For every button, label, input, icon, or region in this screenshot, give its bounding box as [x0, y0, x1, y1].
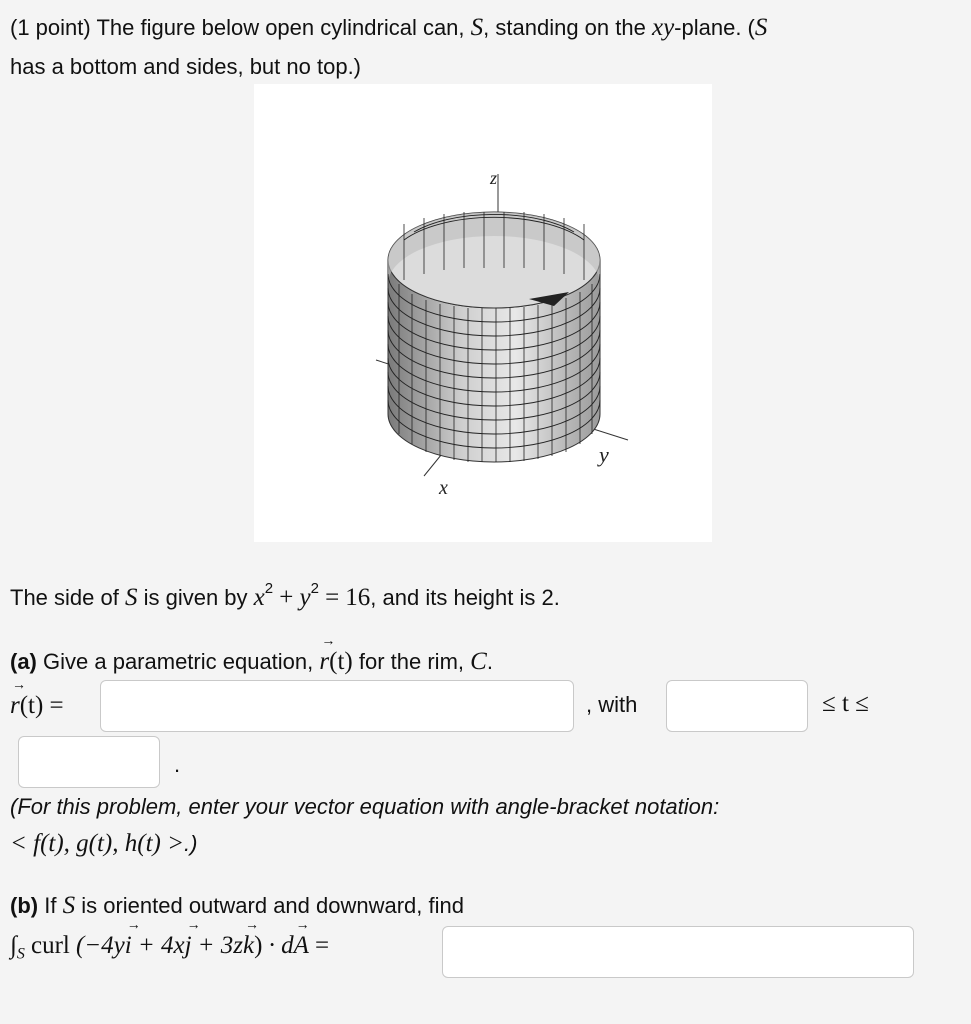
axis-label-x: x — [439, 477, 448, 499]
part-b-label: (b) — [10, 893, 39, 918]
t-upper-input-box — [18, 736, 160, 788]
flux-integral-expression: $\int_S$ curl (−4yi → + 4xj → + 3zk →) · dA → = — [10, 932, 329, 963]
trailing-period: . — [174, 752, 181, 777]
axis-label-z: z — [490, 168, 498, 188]
flux-answer-input[interactable] — [443, 927, 913, 977]
t-upper-input[interactable] — [19, 737, 159, 787]
t-lower-input-box — [666, 680, 808, 732]
point-label: (1 point) — [10, 15, 91, 40]
part-a-prompt: (a) Give a parametric equation, r →(t) for the rim, C. — [10, 648, 493, 676]
cylinder-figure — [254, 84, 712, 542]
t-lower-input[interactable] — [667, 681, 807, 731]
problem-intro-line2: has a bottom and sides, but no top.) — [10, 54, 362, 79]
r-lhs: r →(t) = — [10, 692, 64, 720]
part-b-prompt: (b) If S is oriented outward and downward, find — [10, 892, 464, 919]
given-statement: The side of S is given by $x^2 + y^2 = 16$, and its height is 2. — [10, 580, 560, 611]
notation-note-math: < f(t), g(t), h(t) >.) — [10, 830, 198, 857]
r-of-t-input-box — [100, 680, 574, 732]
notation-note: (For this problem, enter your vector equation with angle-bracket notation: — [10, 794, 720, 819]
cylinder-svg — [254, 84, 712, 542]
part-a-label: (a) — [10, 649, 37, 674]
problem-intro-line1: (1 point) The figure below open cylindrical can, S, standing on the xy-plane. (S — [10, 14, 768, 41]
with-label: , with — [586, 692, 638, 717]
r-of-t-input[interactable] — [101, 681, 573, 731]
integral-sign: ∫ — [10, 932, 17, 959]
axis-label-y: y — [599, 442, 609, 467]
t-inequality: ≤ t ≤ — [822, 690, 869, 717]
flux-answer-input-box — [442, 926, 914, 978]
